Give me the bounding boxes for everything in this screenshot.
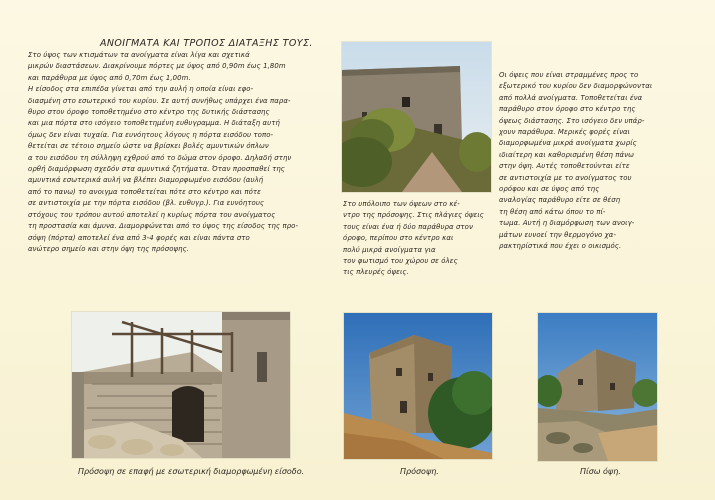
text-line: διαμορφωμένα μικρά ανοίγματα χωρίς xyxy=(499,139,637,148)
text-line: όροφο, περίπου στο κέντρο και xyxy=(343,234,454,243)
text-line: όμως δεν είναι τυχαία. Για ευνόητους λόγους η πόρτα εισόδου τοπο- xyxy=(28,130,274,139)
photo-tower-hillside xyxy=(342,42,491,192)
text-column-middle xyxy=(343,199,493,279)
photo-ruins-entrance xyxy=(72,312,290,458)
text-line: α του εισόδου τη σύλληψη εχθρού από το δώμα στον όροφο. Δηλαδή στην xyxy=(28,153,292,162)
text-line: στόχους του τρόπου αυτού αποτελεί η κυρίως πόρτα του ανοίγματος xyxy=(28,210,276,219)
text-line: από το πανω) το ανοιγμα τοποθετείται πότε στο κέντρο και πότε xyxy=(28,187,261,196)
text-line: χουν παράθυρα. Μερικές φορές είναι xyxy=(499,128,631,137)
text-line: και παράθυρα με ύψος από 0,70m έως 1,00m. xyxy=(28,73,191,82)
text-line: τωμα. Αυτή η διαμόρφωση των ανοιγ- xyxy=(499,219,635,228)
caption-photo-entrance: Πρόσοψη σε επαφή με εσωτερική διαμορφωμένη είσοδο. xyxy=(78,467,305,476)
document-title: ΑΝΟΙΓΜΑΤΑ ΚΑΙ ΤΡΟΠΟΣ ΔΙΑΤΑΞΗΣ ΤΟΥΣ. xyxy=(100,38,313,49)
text-line: ιδιαίτερη και καθορισμένη θέση πάνω xyxy=(499,150,634,159)
text-line: θετείται σε τέτοιο σημείο ώστε να βρίσκει βολές αμυντικών όπλων xyxy=(28,142,269,151)
text-line: τους είναι ένα ή δύο παράθυρα στον xyxy=(343,222,473,231)
text-line: αμυντικά εσωτερικά αυλή να βλέπει διαμορφωμένο εισόδου (αυλή xyxy=(28,176,264,185)
text-line: ορόφου και σε ύψος από της xyxy=(499,185,600,194)
text-line: ρακτηρίστικά που έχει ο οικισμός. xyxy=(499,242,622,251)
text-column-main xyxy=(28,50,333,255)
text-line: τη θέση από κάτω όπου το πί- xyxy=(499,207,606,216)
photo-tower-back xyxy=(538,313,657,461)
text-line: μικρών διαστάσεων. Διακρίνουμε πόρτες με ύψος από 0,90m έως 1,80m xyxy=(28,62,286,71)
text-line: θυρο στον όροφο τοποθετημένο στο κέντρο της δυτικής διάστασης xyxy=(28,108,270,117)
caption-photo-back: Πίσω όψη. xyxy=(580,467,621,476)
text-line: διασμένη στο εσωτερικό του κυρίου. Σε αυτή συνήθως υπάρχει ένα παρα- xyxy=(28,96,291,105)
text-line: από πολλά ανοίγματα. Τοποθετείται ένα xyxy=(499,93,643,102)
text-line: ορθή διαμόρφωση σχεδόν στα αμυντικά ζητήματα. Όταν προσπαθεί της xyxy=(28,165,285,174)
text-line: εξωτερικό του κυρίου δεν διαμορφώνονται xyxy=(499,82,653,91)
text-line: και μια πόρτα στο ισόγειο τοποθετημένη ευθυγραμμα. Η διάταξη αυτή xyxy=(28,119,280,128)
text-line: σε αντιστοιχία με την πόρτα εισόδου (βλ. ευθυγρ.). Για ευνόητους xyxy=(28,199,265,208)
text-line: Η είσοδος στα επιπέδα γίνεται από την αυλή η οποία είναι εφο- xyxy=(28,85,254,94)
text-line: μάτων ευνοεί την θερμογόνο χα- xyxy=(499,230,617,239)
text-line: ντρο της πρόσοψης. Στις πλάγιες όψεις xyxy=(343,211,484,220)
text-line: πολύ μικρά ανοίγματα για xyxy=(343,245,436,254)
text-line: παράθυρο στον όροφο στο κέντρο της xyxy=(499,105,636,114)
text-line: Οι όψεις που είναι στραμμένες προς το xyxy=(499,71,639,79)
text-line: τη προστασία και άμυνα. Διαμορφώνεται από το ύψος της είσοδος της προ- xyxy=(28,222,299,231)
photo-tower-front xyxy=(344,313,492,459)
text-line: Στο υπόλοιπο των όψεων στο κέ- xyxy=(343,200,460,208)
text-line: στην όψη. Αυτές τοποθετούνται είτε xyxy=(499,162,630,171)
text-line: Στο ύψος των κτισμάτων τα ανοίγματα είναι λίγα και σχετικά xyxy=(28,51,250,59)
text-column-right xyxy=(499,70,687,253)
text-line: τις πλευρές όψεις. xyxy=(343,268,409,277)
text-line: ανώτερο σημείο και στην όψη της πρόσοψης. xyxy=(28,244,190,253)
text-line: αναλογίας παράθυρο είτε σε θέση xyxy=(499,196,621,205)
text-line: σόψη (πόρτα) αποτελεί ένα από 3-4 φορές και είναι πάντα στο xyxy=(28,233,250,242)
caption-photo-front: Πρόσοψη. xyxy=(400,467,439,476)
text-line: όψεως διάστασης. Στο ισόγειο δεν υπάρ- xyxy=(499,116,645,125)
text-line: τον φωτισμό του χώρου σε όλες xyxy=(343,257,458,266)
text-line: σε αντιστοιχία με το ανοίγματος του xyxy=(499,173,632,182)
